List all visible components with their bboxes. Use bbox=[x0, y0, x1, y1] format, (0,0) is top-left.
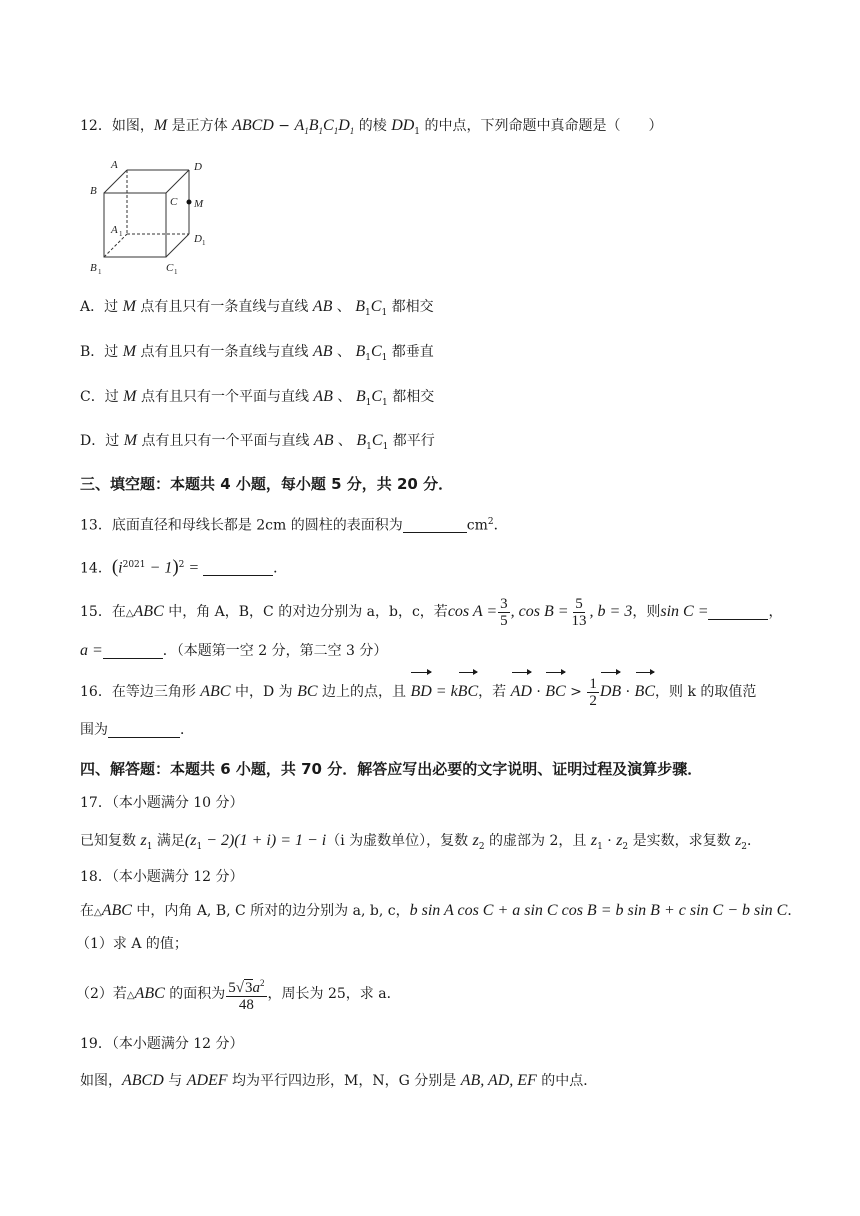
label-b1: B bbox=[90, 262, 97, 274]
point-m bbox=[187, 200, 192, 205]
q18-head: 18．（本小题满分 12 分） bbox=[80, 869, 244, 885]
q17-body: 已知复数 $z_1$ 满足$(z_1 - 2)(1 + i) = 1 - i(i$ 为虚数单位），复数 $z_2$ 的虚部为 2，且 $z_1 \cdot z_2$ 是实数，求复数 $z_2$． bbox=[80, 832, 762, 852]
section-fill-in: 三、填空题：本题共 4 小题，每小题 5 分，共 20 分． bbox=[80, 475, 454, 493]
q16-answer-blank[interactable] bbox=[108, 723, 180, 738]
q12-option-d: D．过 M 点有且只有一个平面与直线 AB 、 $B_1C_1$ 都平行 bbox=[80, 432, 435, 452]
q19-head: 19．（本小题满分 12 分） bbox=[80, 1036, 244, 1052]
label-m: M bbox=[194, 198, 204, 210]
section-solutions: 四、解答题：本题共 6 小题，共 70 分．解答应写出必要的文字说明、证明过程及演算步骤． bbox=[80, 760, 703, 778]
q12-option-b: B．过 M 点有且只有一条直线与直线 AB 、 $B_1C_1$ 都垂直 bbox=[80, 343, 434, 363]
q13-answer-blank[interactable] bbox=[403, 518, 467, 533]
svg-text:1: 1 bbox=[202, 239, 206, 247]
q17-head: 17．（本小题满分 10 分） bbox=[80, 795, 244, 811]
q15-answer-blank-1[interactable] bbox=[708, 605, 768, 620]
q13: 13．底面直径和母线长都是 2cm 的圆柱的表面积为 $cm^2$． bbox=[80, 517, 508, 534]
q16-line1: 16．在等边三角形 ABC 中，D 为 BC 边上的点，且 BD = kBC，若 AD · BC > $\frac{1}{2}$ DB · BC，则 k 的取值范 bbox=[80, 672, 756, 712]
label-a1: A bbox=[111, 224, 118, 236]
label-c1: C bbox=[166, 262, 174, 274]
q14-answer-blank[interactable] bbox=[203, 561, 273, 576]
q18-part1: （1）求 A 的值； bbox=[76, 936, 188, 952]
label-a: A bbox=[111, 159, 118, 171]
q19-body: 如图，ABCD 与 ADEF 均为平行四边形，M，N，G 分别是 AB, AD, EF 的中点． bbox=[80, 1072, 598, 1089]
svg-text:1: 1 bbox=[119, 230, 123, 238]
q18-body: 在△ABC 中，内角 A, B, C 所对的边分别为 a, b, c，b sin A cos C + a sin C cos B = b sin B + c sin C − b sin C． bbox=[80, 902, 802, 919]
q12-stem: 12．如图，M 是正方体 ABCD − $A_1B_1C_1D_1$ 的棱 $DD_1$ 的中点，下列命题中真命题是（ ） bbox=[80, 117, 663, 137]
q15-answer-blank-2[interactable] bbox=[103, 644, 163, 659]
q15-line2: a = ．（本题第一空 2 分，第二空 3 分） bbox=[80, 642, 388, 659]
q12-option-c: C．过 M 点有且只有一个平面与直线 AB 、 $B_1C_1$ 都相交 bbox=[80, 388, 435, 408]
svg-text:1: 1 bbox=[98, 268, 102, 276]
label-b: B bbox=[90, 185, 97, 197]
q16-line2: 围为 ． bbox=[80, 722, 194, 738]
label-c: C bbox=[170, 196, 178, 208]
q15-line1: 15．在△ABC 中，角 A，B，C 的对边分别为 a，b，c，若cos A = $\frac{3}{5}$ , cos B = $\frac{5}{13}$ , b = 3，则sin C = ， bbox=[80, 595, 783, 629]
q12-option-a: A．过 M 点有且只有一条直线与直线 AB 、 $B_1C_1$ 都相交 bbox=[80, 298, 434, 318]
label-d: D bbox=[194, 161, 202, 173]
q14: 14．$(i^{2021} - 1)^2$ = ． bbox=[80, 556, 288, 578]
svg-text:1: 1 bbox=[174, 268, 178, 276]
label-d1: D bbox=[194, 233, 202, 245]
cube-figure bbox=[84, 155, 224, 280]
q18-part2: （2）若△ABC 的面积为 $\frac{5√3a^2}{48}$ ，周长为 25，求 a． bbox=[76, 972, 401, 1018]
